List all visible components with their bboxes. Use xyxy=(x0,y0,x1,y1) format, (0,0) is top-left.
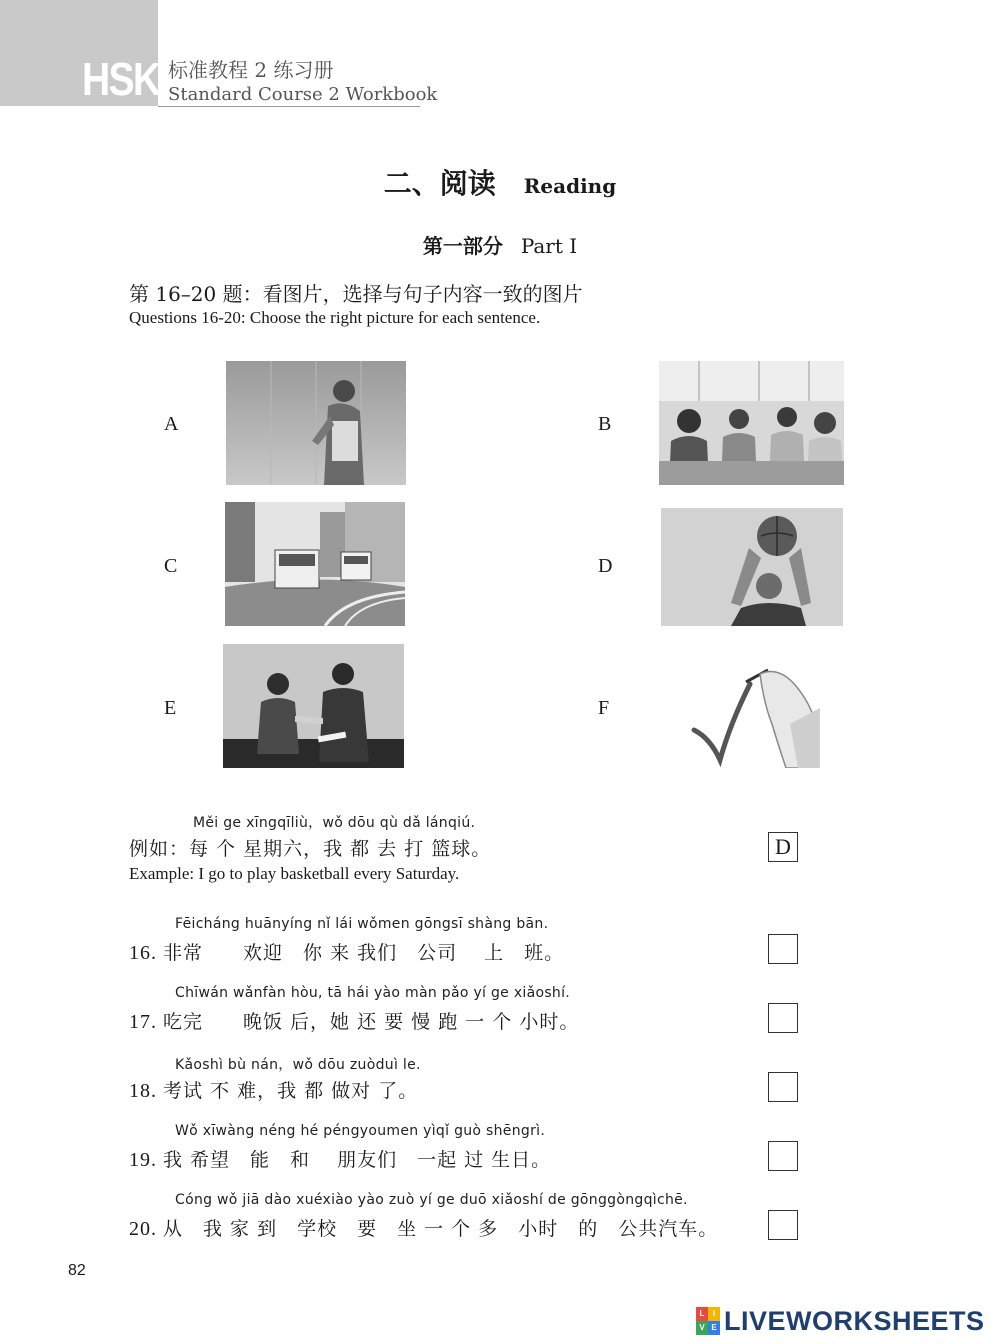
basketball-player-photo xyxy=(661,508,843,626)
header-title-cn: 标准教程 2 练习册 xyxy=(168,58,334,82)
example-answer-box: D xyxy=(768,832,798,862)
option-letter-a: A xyxy=(164,413,179,435)
section-title-cn: 二、阅读 xyxy=(383,167,496,200)
instructions-en: Questions 16-20: Choose the right picture for each sentence. xyxy=(129,308,541,327)
q17-text: 吃完 晚饭 后，她 还 要 慢 跑 一 个 小时。 xyxy=(163,1011,580,1033)
q19-answer-box[interactable] xyxy=(768,1141,798,1171)
part-title-cn: 第一部分 xyxy=(422,234,503,258)
q19-pinyin: Wǒ xīwàng néng hé péngyoumen yìqǐ guò shēngrì. xyxy=(175,1123,546,1139)
city-buses-photo xyxy=(225,502,405,626)
part-title-en: Part Ⅰ xyxy=(520,234,578,258)
example-label: 例如： xyxy=(129,838,190,860)
q18-sentence xyxy=(129,1076,418,1103)
q20-text: 从 我 家 到 学校 要 坐 一 个 多 小时 的 公共汽车。 xyxy=(163,1218,719,1240)
q17-answer-box[interactable] xyxy=(768,1003,798,1033)
example-pinyin: Měi ge xīngqīliù，wǒ dōu qù dǎ lánqiú. xyxy=(193,815,476,831)
hsk-logo: HSK xyxy=(82,53,160,105)
header-title-en: Standard Course 2 Workbook xyxy=(168,84,438,105)
page-number: 82 xyxy=(68,1262,86,1279)
runner-woman-photo xyxy=(226,361,406,485)
q18-pinyin: Kǎoshì bù nán，wǒ dōu zuòduì le. xyxy=(175,1057,421,1073)
option-letter-c: C xyxy=(164,555,178,577)
option-letter-d: D xyxy=(598,555,613,577)
section-title xyxy=(0,162,1000,202)
q16-pinyin: Fēicháng huānyíng nǐ lái wǒmen gōngsī shàng bān. xyxy=(175,916,549,932)
liveworksheets-icon: L I V E xyxy=(696,1307,720,1335)
handshake-photo xyxy=(223,644,404,768)
part-title xyxy=(0,230,1000,259)
q19-text: 我 希望 能 和 朋友们 一起 过 生日。 xyxy=(163,1149,552,1171)
q20-sentence xyxy=(129,1214,718,1241)
example-sentence xyxy=(129,834,491,861)
q17-pinyin: Chīwán wǎnfàn hòu, tā hái yào màn pǎo yí ge xiǎoshí. xyxy=(175,985,571,1001)
liveworksheets-logo xyxy=(696,1306,985,1336)
q17-sentence xyxy=(129,1007,579,1034)
section-title-en: Reading xyxy=(523,174,617,198)
instructions-cn: 第 16–20 题：看图片，选择与句子内容一致的图片 xyxy=(129,282,583,306)
q20-pinyin: Cóng wǒ jiā dào xuéxiào yào zuò yí ge duō xiǎoshí de gōnggòngqìchē. xyxy=(175,1192,688,1208)
q20-answer-box[interactable] xyxy=(768,1210,798,1240)
q18-answer-box[interactable] xyxy=(768,1072,798,1102)
option-letter-e: E xyxy=(164,697,177,719)
q16-text: 非常 欢迎 你 来 我们 公司 上 班。 xyxy=(163,942,565,964)
q18-number: 18. xyxy=(129,1080,157,1102)
example-text: 每 个 星期六，我 都 去 打 篮球。 xyxy=(189,838,492,860)
q19-sentence xyxy=(129,1145,551,1172)
q19-number: 19. xyxy=(129,1149,157,1171)
q16-number: 16. xyxy=(129,942,157,964)
q20-number: 20. xyxy=(129,1218,157,1240)
option-letter-f: F xyxy=(598,697,610,719)
checkmark-hand-drawing xyxy=(690,664,820,768)
q17-number: 17. xyxy=(129,1011,157,1033)
friends-toast-photo xyxy=(659,361,844,485)
q16-answer-box[interactable] xyxy=(768,934,798,964)
q18-text: 考试 不 难，我 都 做对 了。 xyxy=(163,1080,419,1102)
header-underline xyxy=(158,106,420,107)
q16-sentence xyxy=(129,938,564,965)
option-letter-b: B xyxy=(598,413,612,435)
example-english: Example: I go to play basketball every Saturday. xyxy=(129,864,460,883)
liveworksheets-wordmark: LIVEWORKSHEETS xyxy=(724,1305,985,1336)
